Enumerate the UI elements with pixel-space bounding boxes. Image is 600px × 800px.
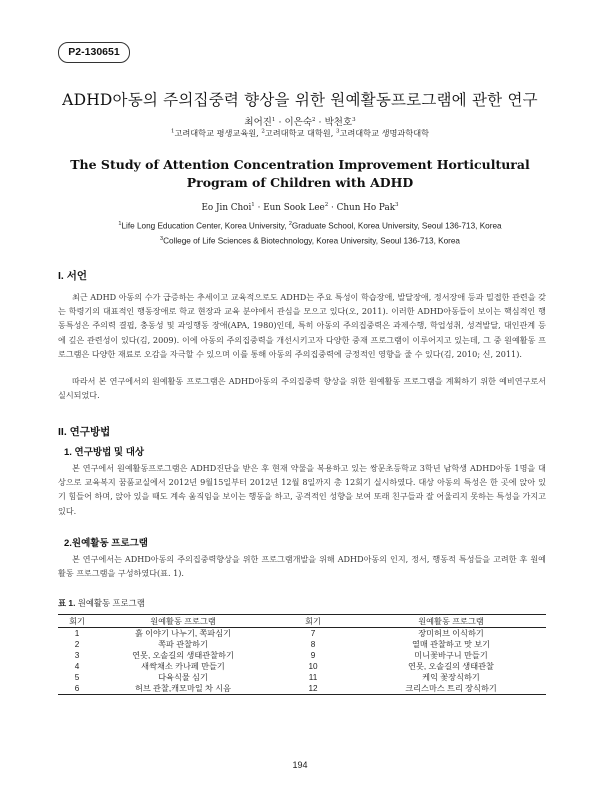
table-caption <box>58 597 145 609</box>
author-name: Chun Ho Pak <box>336 202 396 213</box>
table-cell: 12 <box>270 683 356 695</box>
table-cell: 새싹채소 카나페 만들기 <box>141 662 225 671</box>
paper-id-badge: P2-130651 <box>58 42 130 63</box>
affiliations-korean <box>40 128 560 139</box>
page-number: 194 <box>292 760 308 770</box>
table-cell: 열매 관찰하고 맛 보기 <box>411 640 490 649</box>
table-cell: 2 <box>74 640 80 649</box>
affiliation-superscript: 1 <box>118 221 122 227</box>
author-name: 박천호 <box>324 117 353 128</box>
table-row <box>58 650 546 661</box>
table-header-row <box>58 615 546 628</box>
table-cell: 미니꽃바구니 만들기 <box>414 651 488 660</box>
section-heading-methods: II. 연구방법 <box>58 426 111 438</box>
affiliations-english <box>80 218 540 247</box>
authors-english <box>40 202 560 213</box>
column-header-session: 회기 <box>58 615 96 628</box>
affiliation-superscript: 1 <box>170 128 175 135</box>
table-row <box>58 672 546 683</box>
table-cell: 허브 관찰,캐모마일 차 시음 <box>96 683 270 695</box>
table-cell: 8 <box>310 640 316 649</box>
affiliation-text: 고려대학교 생명과학대학 <box>339 128 430 138</box>
table-caption-label: 표 1. <box>58 598 76 608</box>
affiliation-superscript: 2 <box>288 221 292 227</box>
author-superscript: 2 <box>312 116 316 123</box>
title-korean: ADHD아동의 주의집중력 향상을 위한 원예활동프로그램에 관한 연구 <box>62 91 538 109</box>
affiliation-text: 고려대학교 평생교육원, <box>174 128 262 138</box>
table-cell: 7 <box>310 629 316 638</box>
introduction-paragraph: 따라서 본 연구에서의 원예활동 프로그램은 ADHD아동의 주의집중력 향상을 위한 원예활동 프로그램을 계획하기 위한 예비연구로서 실시되었다. <box>58 376 546 401</box>
author-separator: · <box>254 202 264 213</box>
author-name: Eo Jin Choi <box>201 202 252 213</box>
affiliation-text: Graduate School, Korea University, Seoul 136-713, Korea <box>291 221 502 231</box>
author-name: Eun Sook Lee <box>263 202 325 213</box>
section-heading-introduction: I. 서언 <box>58 270 88 282</box>
table-row <box>58 683 546 695</box>
affiliation-line <box>80 218 540 233</box>
author-name: 이은숙 <box>284 117 313 128</box>
column-header-session: 회기 <box>270 615 356 628</box>
table-cell: 케익 꽃장식하기 <box>422 673 480 682</box>
affiliation-superscript: 2 <box>261 128 265 135</box>
table-row <box>58 661 546 672</box>
table-row <box>58 628 546 640</box>
subsection-heading-subjects: 1. 연구방법 및 대상 <box>64 447 145 458</box>
table-cell: 크리스마스 트리 장식하기 <box>356 683 546 695</box>
affiliation-line <box>80 233 540 248</box>
table-cell: 1 <box>74 629 80 638</box>
table-cell: 11 <box>308 673 318 682</box>
program-paragraph: 본 연구에서는 ADHD아동의 주의집중력향상을 위한 프로그램개발을 위해 ADHD아동의 인지, 정서, 행동적 특성들을 고려한 후 원예활동 프로그램을 구성하였다(표. 1). <box>58 554 546 579</box>
author-separator: · <box>328 202 337 213</box>
table-cell: 9 <box>310 651 316 660</box>
author-name: 최어진 <box>244 117 272 128</box>
title-english: The Study of Attention Concentration Improvement Horticultural Program of Children with ADHD <box>70 157 530 190</box>
table-cell: 흙 이야기 나누기, 쪽파심기 <box>134 629 232 638</box>
table-cell: 연못, 오솔길의 생태관찰하기 <box>132 651 234 660</box>
program-table <box>58 614 546 695</box>
affiliation-text: 고려대학교 대학원, <box>264 128 336 138</box>
table-cell: 3 <box>74 651 80 660</box>
author-superscript: 1 <box>271 116 276 123</box>
table-cell: 장미허브 이식하기 <box>418 629 484 638</box>
table-cell: 6 <box>58 683 96 695</box>
affiliation-text: College of Life Sciences & Biotechnology, Korea University, Seoul 136-713, Korea <box>163 236 460 246</box>
author-superscript: 2 <box>324 202 329 208</box>
affiliation-superscript: 3 <box>335 128 340 135</box>
introduction-paragraph: 최근 ADHD 아동의 수가 급증하는 추세이고 교육적으로도 ADHD는 주요 특성이 학습장애, 발달장애, 정서장애 등과 밀접한 관련을 갖는 학령기의 대표적인 행동장애로 학교 현장과 교육 분야에서 관심을 모으고 있다(오, 2011). 이러한 ADHD아동들이 보이는 핵심적인 행동특성은 주의력 결핍, 충동성 및 과잉행동 장애(APA, 1980)인데, 특히 아동의 주의집중력은 과제수행, 학업성취, 성격발달, 대인관계 등에 깊은 관련성이 있다(김, 2009). 이에 아동의 주의집중력을 개선시키고자 다양한 중재 프로그램이 이루어지고 있는데, 그 중 원예활동 프로그램은 다양한 재료로 오감을 자극할 수 있으며 이를 통해 아동의 주의집중력에 긍정적인 영향을 줄 수 있다(김, 2010; 신, 2011). <box>58 292 546 359</box>
table-cell: 5 <box>74 673 80 682</box>
table-cell: 연못, 오솔길의 생태관찰 <box>408 662 494 671</box>
table-cell: 10 <box>308 662 318 671</box>
column-header-program: 원예활동 프로그램 <box>356 615 546 628</box>
author-superscript: 3 <box>395 202 399 208</box>
column-header-program: 원예활동 프로그램 <box>96 615 270 628</box>
methods-paragraph: 본 연구에서 원예활동프로그램은 ADHD진단을 받은 후 현재 약물을 복용하고 있는 쌍문초등학교 3학년 남학생 ADHD아동 1명을 대상으로 교육복지 꿈품교실에서 2012년 9월15일부터 2012년 12월 8일까지 총 12회기 실시하였다. 대상 아동의 특성은 한 곳에 앉아 있기 힘들어 하며, 앉아 있을 때도 계속 움직임을 보이는 행동을 하고, 공격적인 성향을 보여 또래 친구들과 잘 어울리지 못하는 특성을 가지고 있다. <box>58 463 546 516</box>
table-cell: 쪽파 관찰하기 <box>158 640 208 649</box>
table-cell: 4 <box>74 662 80 671</box>
authors-korean <box>40 114 560 128</box>
author-separator: · <box>315 117 325 128</box>
affiliation-text: Life Long Education Center, Korea University, <box>121 221 289 231</box>
affiliation-superscript: 3 <box>160 235 164 242</box>
author-separator: · <box>275 117 285 128</box>
table-cell: 다육식물 심기 <box>158 673 208 682</box>
table-row <box>58 639 546 650</box>
author-superscript: 3 <box>352 116 356 123</box>
author-superscript: 1 <box>251 202 255 208</box>
table-caption-text: 원예활동 프로그램 <box>75 598 145 608</box>
subsection-heading-program: 2.원예활동 프로그램 <box>64 538 148 549</box>
